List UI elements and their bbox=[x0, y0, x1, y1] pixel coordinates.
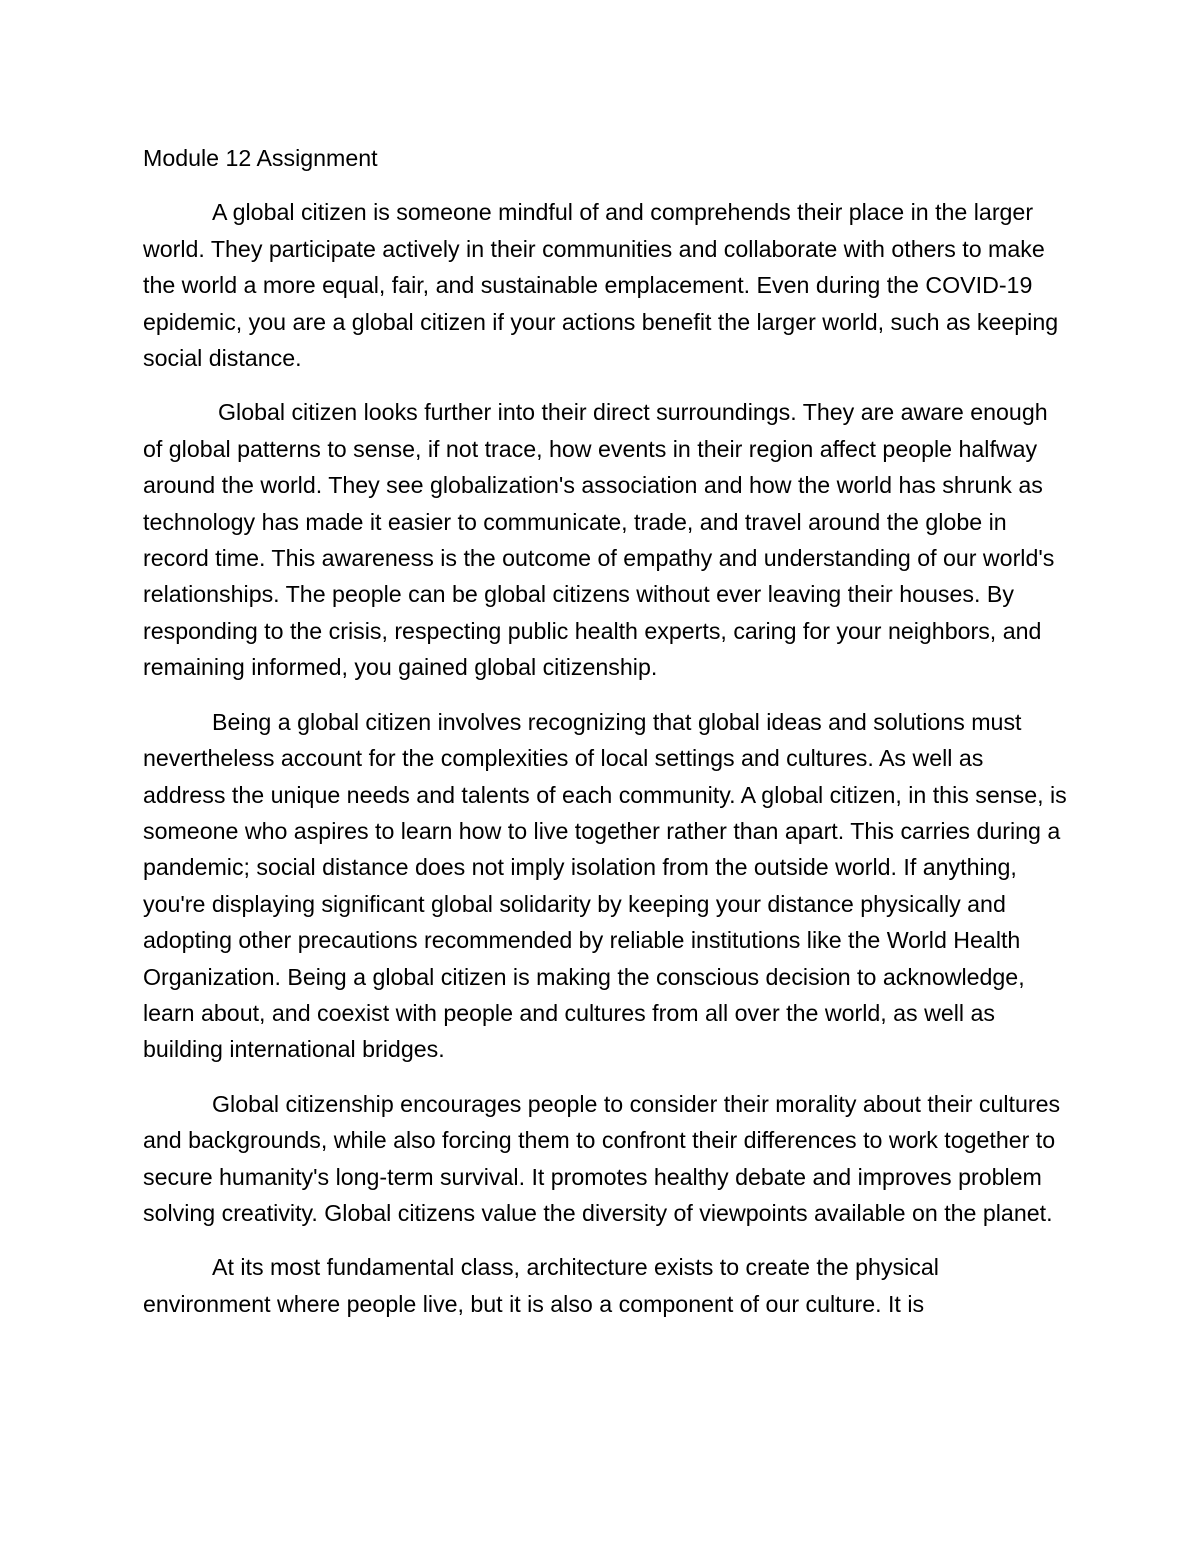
document-body bbox=[143, 140, 1068, 1340]
paragraph-2: Global citizen looks further into their direct surroundings. They are aware enough of global patterns to sense, if not trace, how events in their region affect people halfway around the world. They see globalization's association and how the world has shrunk as technology has made it easier to communicate, trade, and travel around the globe in record time. This awareness is the outcome of empathy and understanding of our world's relationships. The people can be global citizens without ever leaving their houses. By responding to the crisis, respecting public health experts, caring for your neighbors, and remaining informed, you gained global citizenship. bbox=[143, 399, 1055, 681]
paragraph-3: Being a global citizen involves recognizing that global ideas and solutions must nevertheless account for the complexities of local settings and cultures. As well as address the unique needs and talents of each community. A global citizen, in this sense, is someone who aspires to learn how to live together rather than apart. This carries during a pandemic; social distance does not imply isolation from the outside world. If anything, you're displaying significant global solidarity by keeping your distance physically and adopting other precautions recommended by reliable institutions like the World Health Organization. Being a global citizen is making the conscious decision to acknowledge, learn about, and coexist with people and cultures from all over the world, as well as building international bridges. bbox=[143, 708, 1067, 1063]
paragraph-5: At its most fundamental class, architecture exists to create the physical environment where people live, but it is also a component of our culture. It is bbox=[143, 1254, 939, 1317]
paragraph-1: A global citizen is someone mindful of and comprehends their place in the larger world. They participate actively in their communities and collaborate with others to make the world a more equal, fair, and sustainable emplacement. Even during the COVID-19 epidemic, you are a global citizen if your actions benefit the larger world, such as keeping social distance. bbox=[143, 199, 1059, 372]
document-title: Module 12 Assignment bbox=[143, 145, 378, 171]
paragraph-4: Global citizenship encourages people to consider their morality about their cultures and backgrounds, while also forcing them to confront their differences to work together to secure humanity's long-term survival. It promotes healthy debate and improves problem solving creativity. Global citizens value the diversity of viewpoints available on the planet. bbox=[143, 1090, 1061, 1226]
